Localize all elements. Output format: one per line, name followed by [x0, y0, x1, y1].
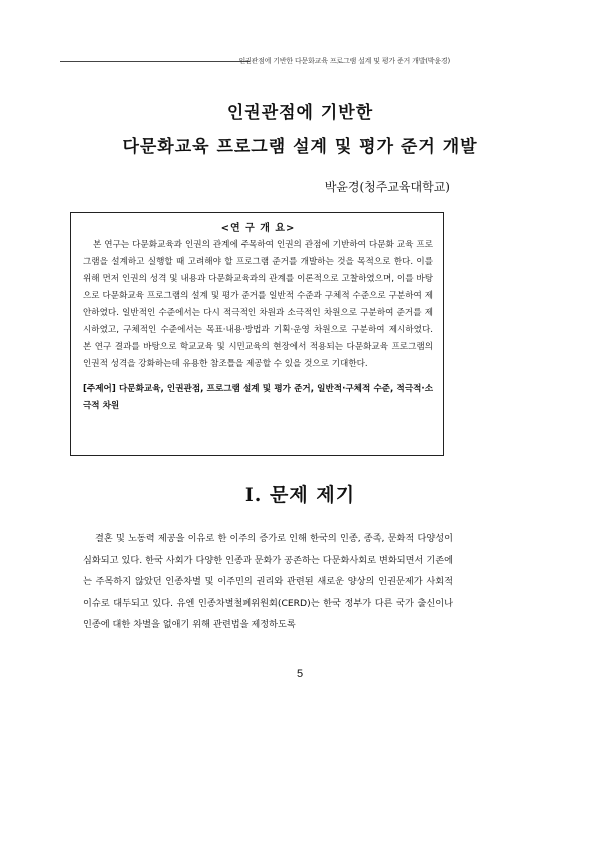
- section-body: 결혼 및 노동력 제공을 이유로 한 이주의 증가로 인해 한국의 인종, 종족, 문화적 다양성이 심화되고 있다. 한국 사회가 다양한 인종과 문화가 공존하는 다문화사회로 변화되면서 기존에는 주목하지 않았던 인종차별 및 이주민의 권리와 관련된 새로운 양상의 인권문제가 사회적 이슈로 대두되고 있다. 유엔 인종차별철폐위원회(CERD)는 한국 정부가 다른 국가 출신이나 인종에 대한 차별을 없애기 위해 관련법을 제정하도록: [83, 533, 453, 631]
- running-header: 인권관점에 기반한 다문화교육 프로그램 설계 및 평가 준거 개발(박윤경): [238, 57, 450, 65]
- header-rule-left: [60, 61, 250, 62]
- abstract-body: 본 연구는 다문화교육과 인권의 관계에 주목하여 인권의 관점에 기반하여 다문화 교육 프로그램을 설계하고 실행할 때 고려해야 할 프로그램 준거를 개발하는 것을 목적으로 한다. 이를 위해 먼저 인권의 성격 및 내용과 다문화교육과의 관계를 이론적으로 고찰하였으며, 이를 바탕으로 다문화교육 프로그램의 설계 및 평가 준거를 일반적 수준과 구체적 수준으로 구분하여 제안하였다. 일반적인 수준에서는 다시 적극적인 차원과 소극적인 차원으로 구분하여 준거를 제시하였고, 구체적인 수준에서는 목표·내용·방법과 기획·운영 차원으로 구분하여 제시하였다. 본 연구 결과를 바탕으로 학교교육 및 시민교육의 현장에서 적용되는 다문화교육 프로그램의 인권적 성격을 강화하는데 유용한 참조틀을 제공할 수 있을 것으로 기대한다.: [83, 240, 433, 369]
- title-line-2: 다문화교육 프로그램 설계 및 평가 준거 개발: [122, 137, 478, 157]
- section-heading: I. 문제 제기: [244, 484, 356, 506]
- title-line-1: 인권관점에 기반한: [226, 103, 374, 123]
- keywords: [주제어] 다문화교육, 인권관점, 프로그램 설계 및 평가 준거, 일반적·구체적 수준, 적극적·소극적 차원: [83, 384, 433, 411]
- author-affiliation: 박윤경(청주교육대학교): [324, 180, 450, 194]
- abstract-box: [70, 212, 444, 456]
- page-number: 5: [296, 668, 304, 680]
- abstract-heading: <연 구 개 요>: [220, 223, 296, 234]
